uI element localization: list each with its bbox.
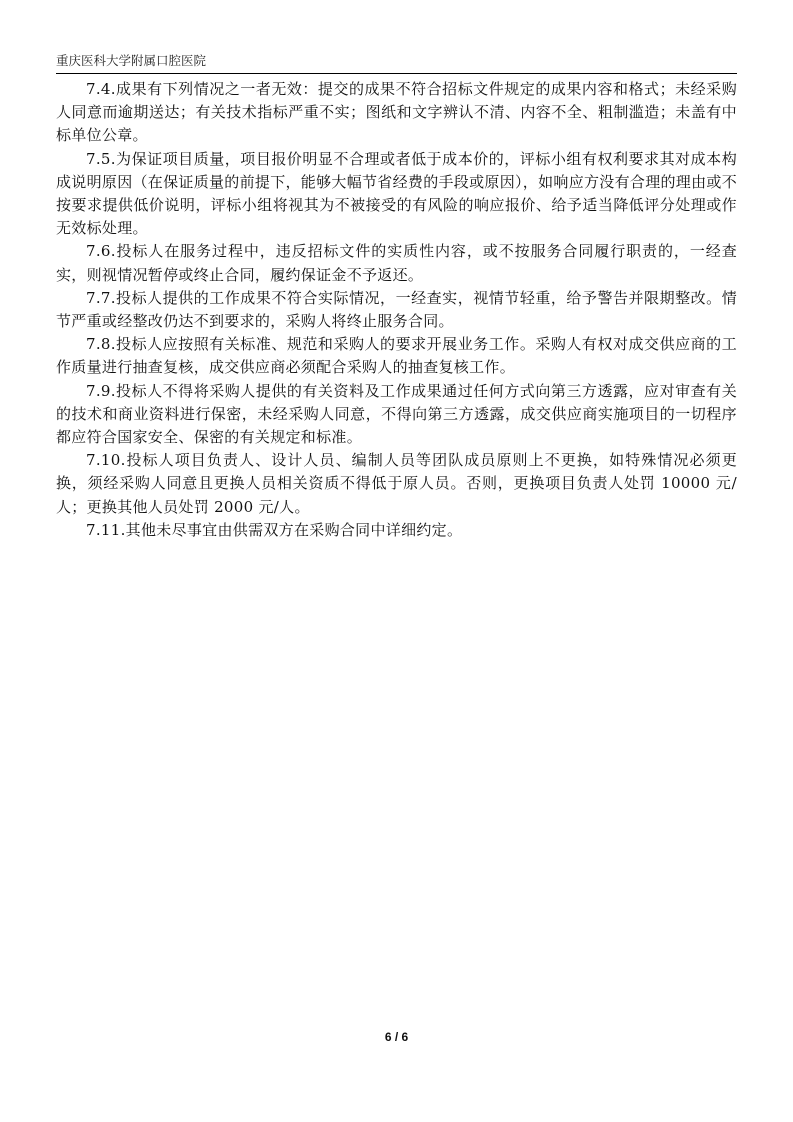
document-body <box>56 78 737 542</box>
clause-7-6: 7.6.投标人在服务过程中，违反招标文件的实质性内容，或不按服务合同履行职责的，一经查实，则视情况暂停或终止合同，履约保证金不予返还。 <box>56 242 737 284</box>
clause-7-11: 7.11.其他未尽事宜由供需双方在采购合同中详细约定。 <box>86 520 463 539</box>
clause-7-5: 7.5.为保证项目质量，项目报价明显不合理或者低于成本价的，评标小组有权利要求其对成本构成说明原因（在保证质量的前提下，能够大幅节省经费的手段或原因），如响应方没有合理的理由或不按要求提供低价说明，评标小组将视其为不被接受的有风险的响应报价、给予适当降低评分处理或作无效标处理。 <box>56 149 738 238</box>
clause-7-8: 7.8.投标人应按照有关标准、规范和采购人的要求开展业务工作。采购人有权对成交供应商的工作质量进行抽查复核，成交供应商必须配合采购人的抽查复核工作。 <box>56 335 737 377</box>
clause-7-7: 7.7.投标人提供的工作成果不符合实际情况，一经查实，视情节轻重，给予警告并限期整改。情节严重或经整改仍达不到要求的，采购人将终止服务合同。 <box>56 288 737 331</box>
clause-7-10: 7.10.投标人项目负责人、设计人员、编制人员等团队成员原则上不更换，如特殊情况必须更换，须经采购人同意且更换人员相关资质不得低于原人员。否则，更换项目负责人处罚 10000 元/人；更换其他人员处罚 2000 元/人。 <box>56 451 737 516</box>
clause-7-4: 7.4.成果有下列情况之一者无效：提交的成果不符合招标文件规定的成果内容和格式；未经采购人同意而逾期送达；有关技术指标严重不实；图纸和文字辨认不清、内容不全、粗制滥造；未盖有中标单位公章。 <box>56 80 737 145</box>
page-number: 6 / 6 <box>384 1030 409 1044</box>
header-organization: 重庆医科大学附属口腔医院 <box>56 53 207 68</box>
clause-7-9: 7.9.投标人不得将采购人提供的有关资料及工作成果通过任何方式向第三方透露，应对审查有关的技术和商业资料进行保密，未经采购人同意，不得向第三方透露，成交供应商实施项目的一切程序都应符合国家安全、保密的有关规定和标准。 <box>56 381 737 447</box>
page-header <box>56 53 737 74</box>
